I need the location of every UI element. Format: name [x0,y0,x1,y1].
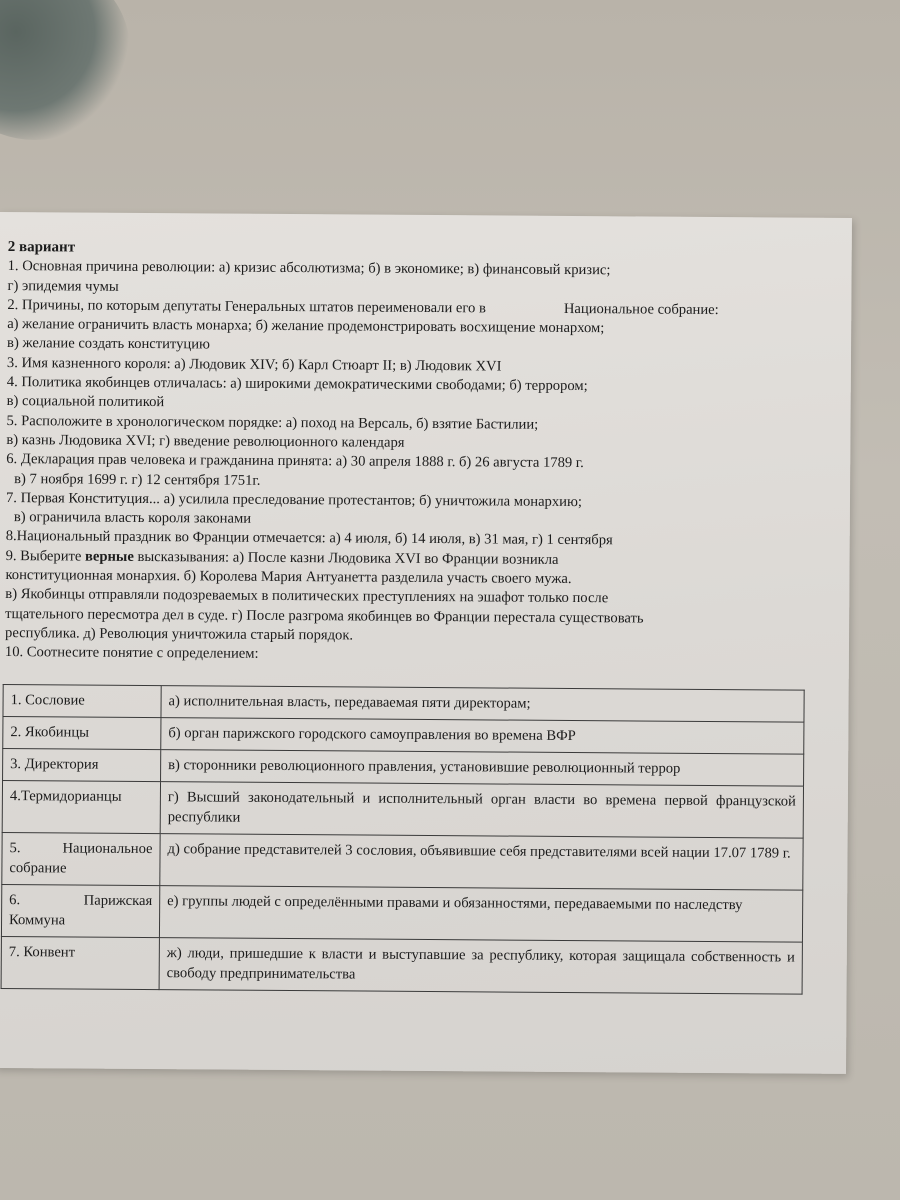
table-row [2,833,803,891]
question-5-line-2: в) казнь Людовика XVI; г) введение революционного календаря [6,432,405,451]
question-9-line-3: в) Якобинцы отправляли подозреваемых в политических преступлениях на эшафот только после [5,586,609,607]
question-2-line-3: в) желание создать конституцию [7,335,211,353]
table-term: 7. Конвент [1,937,159,990]
table-term: 2. Якобинцы [3,717,161,750]
question-8-line-1: 8.Национальный праздник во Франции отмечается: а) 4 июля, б) 14 июля, в) 31 мая, г) 1 сентября [5,528,613,549]
question-4-line-2: в) социальной политикой [6,393,165,411]
table-term: 1. Сословие [3,685,161,718]
question-1-line-1: 1. Основная причина революции: а) кризис абсолютизма; б) в экономике; в) финансовый кризис; [7,258,611,279]
table-definition: д) собрание представителей 3 сословия, объявившие себя представителями всей нации 17.07 1789 г. [160,834,803,890]
background-object-shadow [0,0,130,140]
table-term: 4.Термидорианцы [2,781,160,834]
table-term [2,833,160,886]
table-term-number: 5. [9,840,21,857]
table-definition: ж) люди, пришедшие к власти и выступавшие за республику, которая защищала собственность и свободу предпринимательства [159,938,802,994]
question-3-line-1: 3. Имя казненного короля: а) Людовик XIV; б) Карл Стюарт II; в) Людовик XVI [6,354,502,375]
table-term: 3. Директория [3,749,161,782]
question-5-line-1: 5. Расположите в хронологическом порядке: а) поход на Версаль, б) взятие Бастилии; [6,412,539,433]
matching-table [1,684,805,995]
table-term-word: Парижская [83,892,153,910]
question-7-line-1: 7. Первая Конституция... а) усилила преследование протестантов; б) уничтожила монархию; [5,489,583,510]
table-definition: б) орган парижского городского самоуправления во времена ВФР [161,718,804,754]
question-9-text-a: 9. Выберите [5,547,86,565]
table-row [1,885,802,943]
question-6-line-1: 6. Декларация прав человека и гражданина принята: а) 30 апреля 1888 г. б) 26 августа 1789 г. [6,451,584,472]
question-9-text-c: высказывания: а) После казни Людовика XVI во Франции возникла [133,548,559,568]
question-1-line-2: г) эпидемия чумы [7,277,119,295]
questions-block [5,238,838,668]
question-2-text-a: 2. Причины, по которым депутаты Генеральных штатов переименовали его в [7,296,486,317]
table-term-word: Национальное [62,840,153,858]
table-term-line-1 [9,839,152,859]
table-definition: а) исполнительная власть, передаваемая пяти директорам; [161,686,804,722]
question-10-line-1: 10. Соотнесите понятие с определением: [4,644,259,663]
table-term-line-1 [9,891,152,911]
table-row [2,781,803,839]
question-7-line-2: в) ограничила власть короля законами [13,509,252,527]
question-2-line-2: а) желание ограничить власть монарха; б) желание продемонстрировать восхищение монархом; [7,316,605,337]
table-row [1,937,802,995]
question-9-line-4: тщательного пересмотра дел в суде. г) После разгрома якобинцев во Франции перестала существовать [5,605,644,627]
question-9-line-2: конституционная монархия. б) Королева Мария Антуанетта разделила участь своего мужа. [5,567,572,588]
question-2-text-b: Национальное собрание: [563,300,719,318]
question-9-line-5: республика. д) Революция уничтожила старый порядок. [5,624,354,644]
question-4-line-1: 4. Политика якобинцев отличалась: а) широкими демократическими свободами; б) террором; [6,374,588,395]
variant-title: 2 вариант [7,239,76,256]
table-term-line-2: собрание [9,859,67,876]
worksheet-page [0,212,852,1074]
question-6-line-2: в) 7 ноября 1699 г. г) 12 сентября 1751г. [14,470,261,489]
table-definition: г) Высший законодательный и исполнительный орган власти во времена первой французской республики [160,782,803,838]
table-term [1,885,159,938]
table-term-line-2: Коммуна [9,911,66,928]
table-definition: в) сторонники революционного правления, установившие революционный террор [161,750,804,786]
question-9-emphasis: верные [85,548,134,565]
table-term-number: 6. [9,892,21,909]
table-definition: е) группы людей с определёнными правами и обязанностями, передаваемыми по наследству [159,886,802,942]
